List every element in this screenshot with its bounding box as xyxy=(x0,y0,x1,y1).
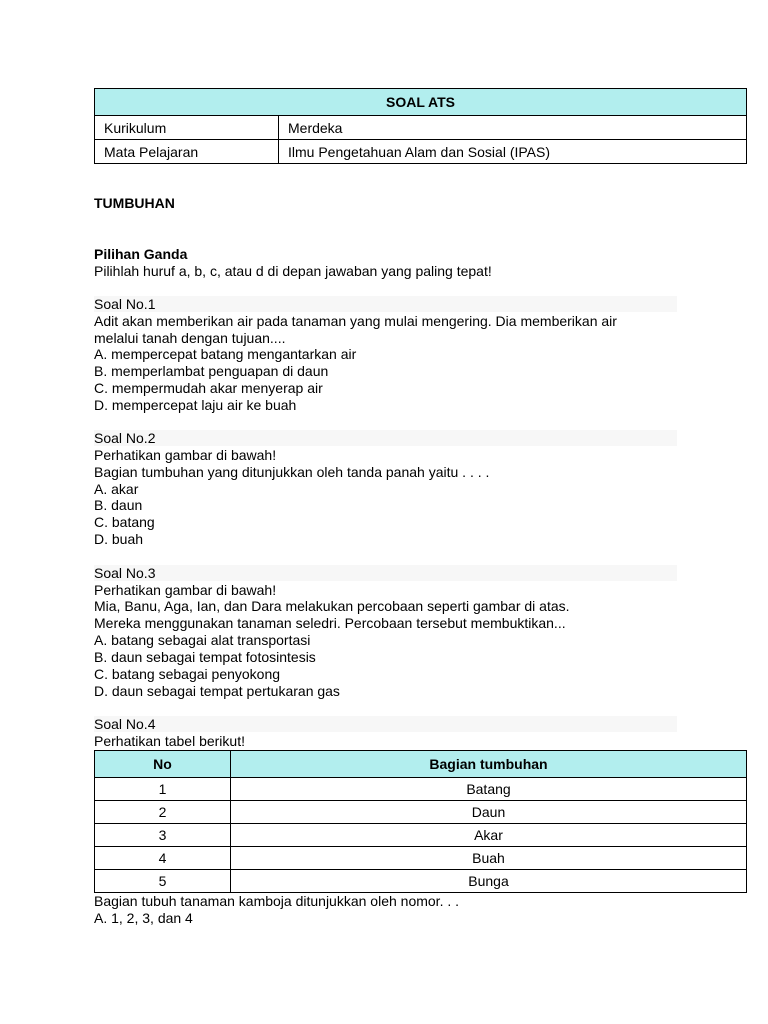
table-cell-no: 5 xyxy=(95,870,231,893)
table-cell-part: Bunga xyxy=(231,870,747,893)
header-label: Kurikulum xyxy=(95,116,279,140)
plant-parts-table xyxy=(94,750,747,893)
question-1-text: Adit akan memberikan air pada tanaman yang mulai mengering. Dia memberikan air xyxy=(94,313,617,329)
table-cell-part: Daun xyxy=(231,801,747,824)
question-1-option: C. mempermudah akar menyerap air xyxy=(94,380,323,396)
question-1-text: melalui tanah dengan tujuan.... xyxy=(94,330,286,346)
question-3-text: Perhatikan gambar di bawah! xyxy=(94,582,277,598)
table-header-row xyxy=(95,751,747,778)
question-3-option: B. daun sebagai tempat fotosintesis xyxy=(94,649,316,665)
column-header-no: No xyxy=(95,751,231,778)
question-2-option: C. batang xyxy=(94,514,155,530)
topic-heading: TUMBUHAN xyxy=(94,195,175,211)
header-row-kurikulum xyxy=(95,116,747,140)
question-1-option: A. mempercepat batang mengantarkan air xyxy=(94,346,357,362)
question-1-option: B. memperlambat penguapan di daun xyxy=(94,363,329,379)
table-cell-no: 4 xyxy=(95,847,231,870)
question-3-option: A. batang sebagai alat transportasi xyxy=(94,632,311,648)
question-4-heading: Soal No.4 xyxy=(94,716,677,732)
question-1-option: D. mempercepat laju air ke buah xyxy=(94,397,297,413)
header-label: Mata Pelajaran xyxy=(95,140,279,164)
section-title: Pilihan Ganda xyxy=(94,246,188,262)
header-value: Ilmu Pengetahuan Alam dan Sosial (IPAS) xyxy=(279,140,747,164)
section-instruction: Pilihlah huruf a, b, c, atau d di depan jawaban yang paling tepat! xyxy=(94,263,492,279)
table-row xyxy=(95,824,747,847)
table-cell-part: Akar xyxy=(231,824,747,847)
question-2-text: Bagian tumbuhan yang ditunjukkan oleh tanda panah yaitu . . . . xyxy=(94,464,490,480)
question-4-text: Bagian tubuh tanaman kamboja ditunjukkan oleh nomor. . . xyxy=(94,893,460,909)
question-3-text: Mia, Banu, Aga, Ian, dan Dara melakukan percobaan seperti gambar di atas. xyxy=(94,598,570,614)
table-row xyxy=(95,801,747,824)
question-3-heading: Soal No.3 xyxy=(94,565,677,581)
header-row-mapel xyxy=(95,140,747,164)
question-2-option: D. buah xyxy=(94,531,144,547)
table-cell-no: 1 xyxy=(95,778,231,801)
question-2-option: B. daun xyxy=(94,497,143,513)
table-cell-no: 3 xyxy=(95,824,231,847)
question-4-text: Perhatikan tabel berikut! xyxy=(94,733,245,749)
table-cell-part: Batang xyxy=(231,778,747,801)
question-2-option: A. akar xyxy=(94,481,139,497)
header-value: Merdeka xyxy=(279,116,747,140)
column-header-bagian: Bagian tumbuhan xyxy=(231,751,747,778)
header-table xyxy=(94,88,747,164)
table-cell-part: Buah xyxy=(231,847,747,870)
table-row xyxy=(95,870,747,893)
question-2-heading: Soal No.2 xyxy=(94,430,677,446)
table-cell-no: 2 xyxy=(95,801,231,824)
question-3-text: Mereka menggunakan tanaman seledri. Percobaan tersebut membuktikan... xyxy=(94,615,566,631)
header-title: SOAL ATS xyxy=(95,89,747,116)
table-row xyxy=(95,778,747,801)
question-4-option: A. 1, 2, 3, dan 4 xyxy=(94,910,193,926)
question-1-heading: Soal No.1 xyxy=(94,296,677,312)
question-2-text: Perhatikan gambar di bawah! xyxy=(94,447,277,463)
question-3-option: D. daun sebagai tempat pertukaran gas xyxy=(94,683,340,699)
table-row xyxy=(95,847,747,870)
question-3-option: C. batang sebagai penyokong xyxy=(94,666,281,682)
